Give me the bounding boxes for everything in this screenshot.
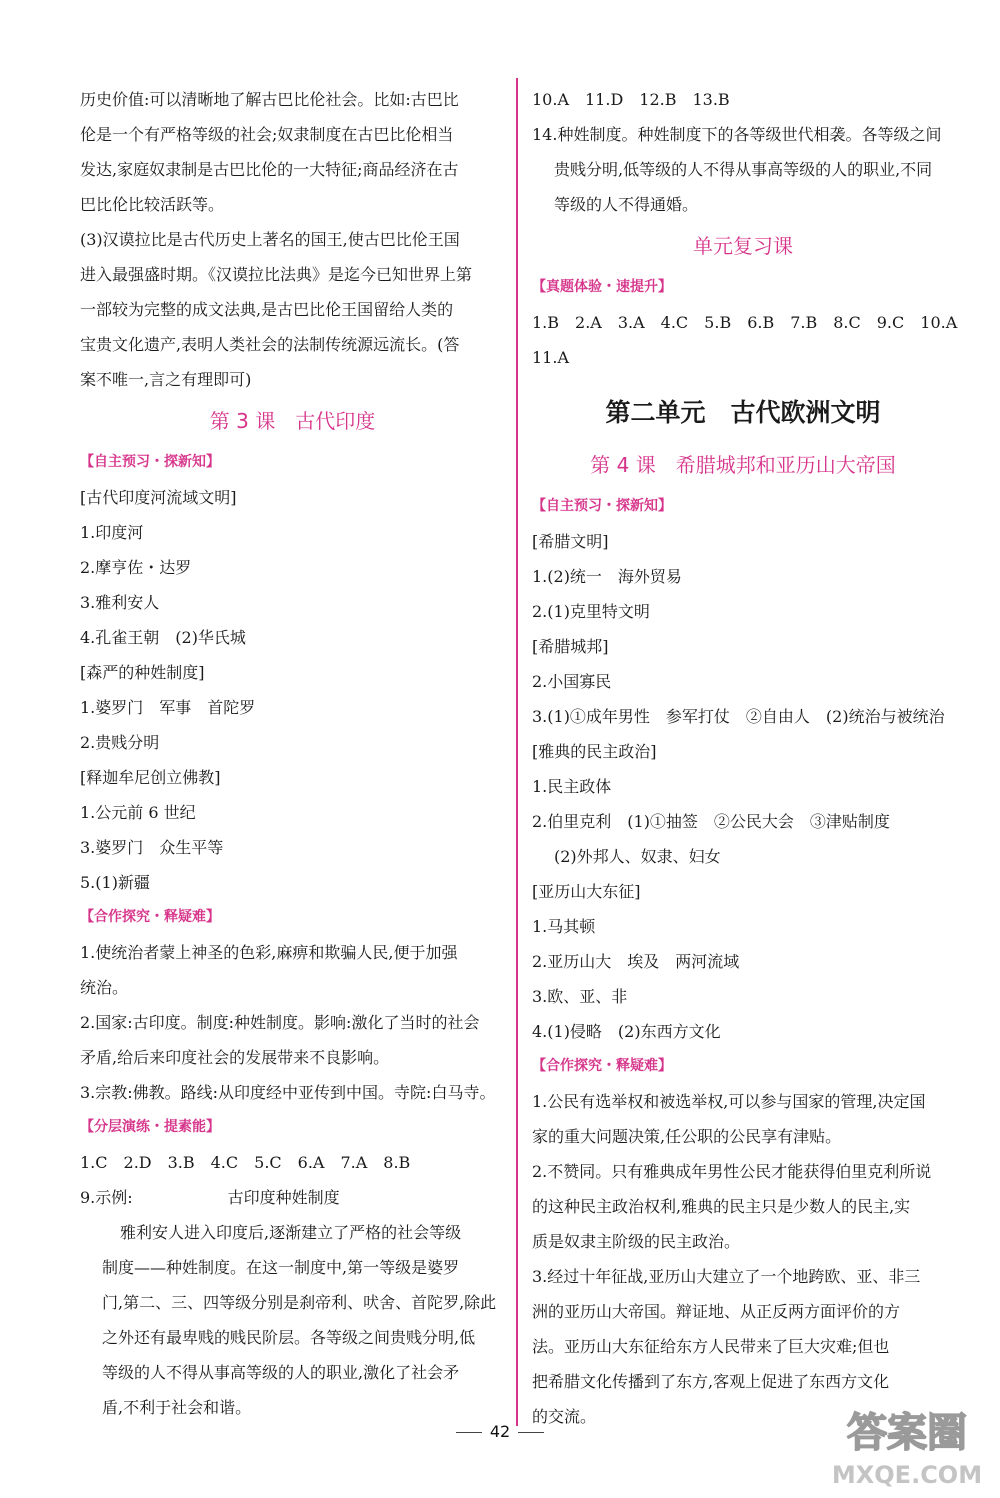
text-line: 发达,家庭奴隶制是古巴比伦的一大特征;商品经济在古 <box>80 160 459 179</box>
text-line: 1.使统治者蒙上神圣的色彩,麻痹和欺骗人民,便于加强 <box>80 943 458 962</box>
example-label: 9.示例: <box>80 1188 133 1207</box>
text-line: 洲的亚历山大帝国。辩证地、从正反两方面评价的方 <box>532 1302 901 1321</box>
page-number-value: 42 <box>489 1422 511 1441</box>
text-line: (3)汉谟拉比是古代历史上著名的国王,使古巴比伦王国 <box>80 230 460 249</box>
text-line: 把希腊文化传播到了东方,客观上促进了东西方文化 <box>532 1372 890 1391</box>
text-line: 统治。 <box>80 978 129 997</box>
answer-item: 4.孔雀王朝 (2)华氏城 <box>80 628 246 647</box>
subheading: [亚历山大东征] <box>532 882 641 901</box>
text-line: 进入最强盛时期。《汉谟拉比法典》是迄今已知世界上第 <box>80 265 473 284</box>
answer-item: 3.(1)①成年男性 参军打仗 ②自由人 (2)统治与被统治 <box>532 707 945 726</box>
text-line: 巴比伦比较活跃等。 <box>80 195 225 214</box>
answer-item: 1.(2)统一 海外贸易 <box>532 567 682 586</box>
answer-item: 3.婆罗门 众生平等 <box>80 838 224 857</box>
text-line: 矛盾,给后来印度社会的发展带来不良影响。 <box>80 1048 390 1067</box>
answer-item: 2.伯里克利 (1)①抽签 ②公民大会 ③津贴制度 <box>532 812 890 831</box>
text-line: 2.不赞同。只有雅典成年男性公民才能获得伯里克利所说 <box>532 1162 932 1181</box>
answer-item: 1.婆罗门 军事 首陀罗 <box>80 698 256 717</box>
answer-item: (2)外邦人、奴隶、妇女 <box>554 847 721 866</box>
text-line: 等级的人不得从事高等级的人的职业,激化了社会矛 <box>102 1363 460 1382</box>
answer-item: 1.印度河 <box>80 523 144 542</box>
section-tag-coop: 【合作探究・释疑难】 <box>80 909 220 925</box>
answer-key-line: 10.A 11.D 12.B 13.B <box>532 90 730 109</box>
text-line: 案不唯一,言之有理即可) <box>80 370 252 389</box>
text-line: 3.经过十年征战,亚历山大建立了一个地跨欧、亚、非三 <box>532 1267 921 1286</box>
section-tag-exam: 【真题体验・速提升】 <box>532 279 672 295</box>
text-line: 家的重大问题决策,任公职的公民享有津贴。 <box>532 1127 842 1146</box>
text-line: 14.种姓制度。种姓制度下的各等级世代相袭。各等级之间 <box>532 125 942 144</box>
answer-item: 2.小国寡民 <box>532 672 612 691</box>
text-line: 3.宗教:佛教。路线:从印度经中亚传到中国。寺院:白马寺。 <box>80 1083 496 1102</box>
right-column <box>532 82 958 1434</box>
answer-item: 2.贵贱分明 <box>80 733 160 752</box>
example-title: 古印度种姓制度 <box>227 1188 340 1207</box>
subheading: [希腊文明] <box>532 532 609 551</box>
column-divider <box>516 78 518 1426</box>
section-tag-preview: 【自主预习・探新知】 <box>80 454 220 470</box>
unit-2-title: 第二单元 古代欧洲文明 <box>605 398 881 427</box>
text-line: 之外还有最卑贱的贱民阶层。各等级之间贵贱分明,低 <box>102 1328 476 1347</box>
answer-item: 2.(1)克里特文明 <box>532 602 650 621</box>
page-number-dash-right <box>518 1432 544 1433</box>
unit-review-title: 单元复习课 <box>693 234 793 258</box>
answer-item: 2.摩亨佐・达罗 <box>80 558 192 577</box>
answer-item: 1.马其顿 <box>532 917 596 936</box>
answer-item: 2.亚历山大 埃及 两河流域 <box>532 952 740 971</box>
text-line: 雅利安人进入印度后,逐渐建立了严格的社会等级 <box>120 1223 462 1242</box>
subheading: [古代印度河流域文明] <box>80 488 237 507</box>
lesson-3-title: 第 3 课 古代印度 <box>209 409 376 433</box>
answer-key-line: 1.B 2.A 3.A 4.C 5.B 6.B 7.B 8.C 9.C 10.A <box>532 313 958 332</box>
text-line: 一部较为完整的成文法典,是古巴比伦王国留给人类的 <box>80 300 454 319</box>
watermark-text: 答案圈 <box>847 1410 967 1456</box>
text-line: 1.公民有选举权和被选举权,可以参与国家的管理,决定国 <box>532 1092 926 1111</box>
text-line: 2.国家:古印度。制度:种姓制度。影响:激化了当时的社会 <box>80 1013 480 1032</box>
answer-item: 1.公元前 6 世纪 <box>80 803 196 822</box>
answer-item: 3.雅利安人 <box>80 593 160 612</box>
page-number-dash-left <box>456 1432 482 1433</box>
text-line: 盾,不利于社会和谐。 <box>102 1398 252 1417</box>
text-line: 法。亚历山大东征给东方人民带来了巨大灾难;但也 <box>532 1337 890 1356</box>
example-heading <box>80 1180 505 1215</box>
text-line: 的交流。 <box>532 1407 597 1426</box>
subheading: [释迦牟尼创立佛教] <box>80 768 221 787</box>
lesson-4-title: 第 4 课 希腊城邦和亚历山大帝国 <box>590 453 896 477</box>
text-line: 宝贵文化遗产,表明人类社会的法制传统源远流长。(答 <box>80 335 460 354</box>
answer-key-line: 1.C 2.D 3.B 4.C 5.C 6.A 7.A 8.B <box>80 1153 411 1172</box>
section-tag-layer: 【分层演练・提素能】 <box>80 1119 220 1135</box>
section-tag-preview: 【自主预习・探新知】 <box>532 498 672 514</box>
answer-item: 1.民主政体 <box>532 777 612 796</box>
watermark-url: MXQE.COM <box>831 1461 983 1489</box>
subheading: [森严的种姓制度] <box>80 663 205 682</box>
answer-item: 3.欧、亚、非 <box>532 987 628 1006</box>
text-line: 贵贱分明,低等级的人不得从事高等级的人的职业,不同 <box>554 160 933 179</box>
text-line: 质是奴隶主阶级的民主政治。 <box>532 1232 741 1251</box>
text-line: 门,第二、三、四等级分别是刹帝利、吠舍、首陀罗,除此 <box>102 1293 497 1312</box>
answer-item: 5.(1)新疆 <box>80 873 150 892</box>
left-column <box>80 82 505 1425</box>
watermark-logo <box>822 1388 992 1493</box>
text-line: 的这种民主政治权利,雅典的民主只是少数人的民主,实 <box>532 1197 911 1216</box>
text-line: 等级的人不得通婚。 <box>554 195 699 214</box>
answer-key-line: 11.A <box>532 348 569 367</box>
text-line: 制度——种姓制度。在这一制度中,第一等级是婆罗 <box>102 1258 460 1277</box>
subheading: [希腊城邦] <box>532 637 609 656</box>
section-tag-coop: 【合作探究・释疑难】 <box>532 1058 672 1074</box>
answer-item: 4.(1)侵略 (2)东西方文化 <box>532 1022 721 1041</box>
text-line: 伦是一个有严格等级的社会;奴隶制度在古巴比伦相当 <box>80 125 454 144</box>
subheading: [雅典的民主政治] <box>532 742 657 761</box>
text-line: 历史价值:可以清晰地了解古巴比伦社会。比如:古巴比 <box>80 90 459 109</box>
